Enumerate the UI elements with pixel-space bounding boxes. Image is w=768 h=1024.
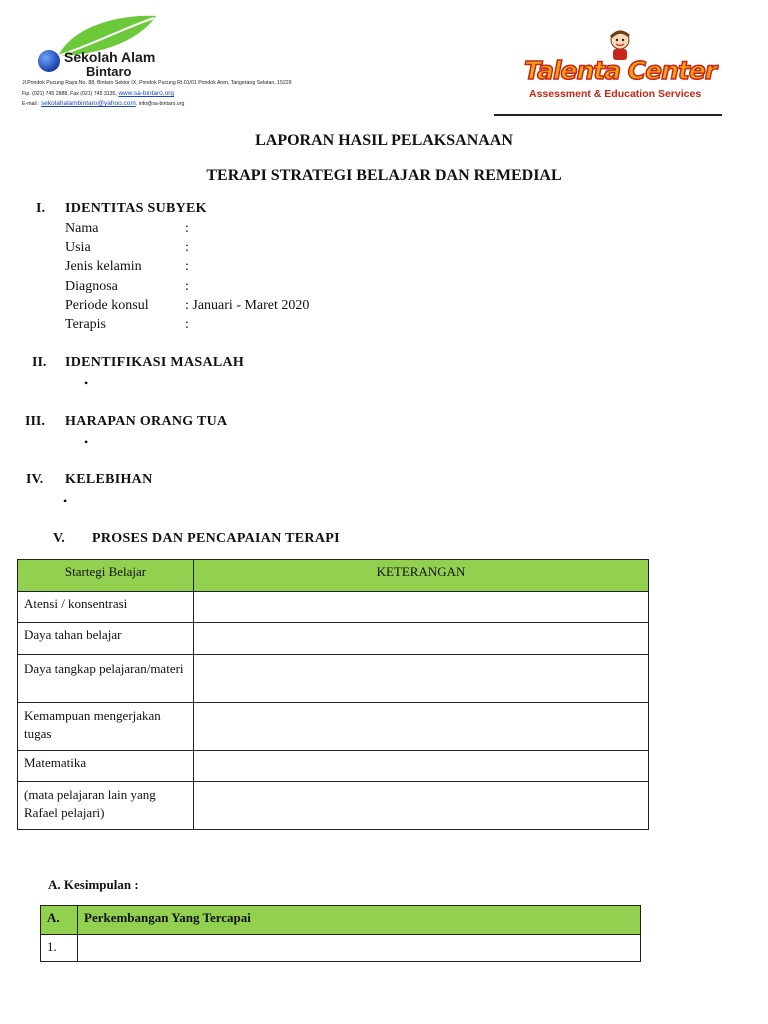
school-name-line2: Bintaro: [86, 64, 132, 79]
table-header-row: [18, 560, 649, 592]
field-value-nama: :: [185, 221, 189, 236]
partner-logo-block: [520, 28, 720, 108]
row-label: Daya tahan belajar: [18, 623, 194, 655]
school-name-line1: Sekolah Alam: [64, 49, 156, 65]
conclusion-table: [40, 905, 641, 962]
bullet-point: •: [84, 435, 89, 449]
row-number: 1.: [41, 935, 78, 962]
achievement-cell[interactable]: [78, 935, 641, 962]
table-row: [18, 655, 649, 703]
school-phone-line: Fip. (021) 745 2888, Fax (021) 745 3135, www.sa-bintaro.org: [22, 90, 174, 97]
table-header-row: [41, 906, 641, 935]
section-4-heading: KELEBIHAN: [65, 472, 153, 487]
website-link[interactable]: www.sa-bintaro.org: [118, 90, 174, 97]
section-4-number: IV.: [26, 472, 44, 487]
header-divider: [494, 114, 722, 116]
keterangan-cell[interactable]: [194, 751, 649, 782]
partner-logo-text: Talenta Center: [524, 56, 717, 85]
section-3-number: III.: [25, 414, 45, 429]
section-1-number: I.: [36, 201, 45, 216]
bullet-point: •: [63, 494, 68, 508]
main-title: LAPORAN HASIL PELAKSANAAN: [255, 132, 513, 149]
field-label-terapis: Terapis: [65, 317, 107, 332]
globe-icon: [38, 50, 60, 72]
sub-title: TERAPI STRATEGI BELAJAR DAN REMEDIAL: [206, 167, 562, 184]
email-link[interactable]: sekolahalambintaro@yahoo.com: [41, 100, 136, 107]
partner-tagline: Assessment & Education Services: [529, 88, 702, 100]
field-value-terapis: :: [185, 317, 189, 332]
conclusion-heading: A. Kesimpulan :: [48, 877, 139, 892]
section-2-heading: IDENTIFIKASI MASALAH: [65, 355, 245, 370]
field-value-usia: :: [185, 240, 189, 255]
row-label: Atensi / konsentrasi: [18, 592, 194, 623]
keterangan-cell[interactable]: [194, 623, 649, 655]
field-label-jenis-kelamin: Jenis kelamin: [65, 259, 142, 274]
table-row: [18, 751, 649, 782]
keterangan-cell[interactable]: [194, 655, 649, 703]
field-value-jenis-kelamin: :: [185, 259, 189, 274]
column-header: A.: [41, 906, 78, 935]
section-5-heading: PROSES DAN PENCAPAIAN TERAPI: [92, 531, 340, 546]
keterangan-cell[interactable]: [194, 782, 649, 830]
column-header: Perkembangan Yang Tercapai: [78, 906, 641, 935]
section-3-heading: HARAPAN ORANG TUA: [65, 414, 228, 429]
row-label: (mata pelajaran lain yang Rafael pelajari): [18, 782, 194, 830]
keterangan-cell[interactable]: [194, 592, 649, 623]
school-email-line: E-mail : sekolahalambintaro@yahoo.com, info@sa-bintaro.org: [22, 100, 185, 107]
strategy-table: [17, 559, 649, 830]
field-label-usia: Usia: [65, 240, 91, 255]
table-row: [41, 935, 641, 962]
column-header: KETERANGAN: [194, 560, 649, 592]
section-5-number: V.: [53, 531, 65, 546]
table-row: [18, 782, 649, 830]
school-logo-block: [18, 10, 318, 110]
school-address: Jl.Pondok Pucung Raya No. 88, Bintaro Sektor IX, Pondok Pucung Rt.01/01 Pondok Aren, Tangerang Selatan, 15229: [22, 80, 292, 86]
section-2-number: II.: [32, 355, 47, 370]
field-label-nama: Nama: [65, 221, 99, 236]
row-label: Kemampuan mengerjakan tugas: [18, 703, 194, 751]
row-label: Matematika: [18, 751, 194, 782]
field-value-diagnosa: :: [185, 279, 189, 294]
row-label: Daya tangkap pelajaran/materi: [18, 655, 194, 703]
table-row: [18, 623, 649, 655]
bullet-point: •: [84, 376, 89, 390]
field-value-periode-konsul: : Januari - Maret 2020: [185, 298, 310, 313]
table-row: [18, 703, 649, 751]
table-row: [18, 592, 649, 623]
field-label-diagnosa: Diagnosa: [65, 279, 118, 294]
column-header: Startegi Belajar: [18, 560, 194, 592]
section-1-heading: IDENTITAS SUBYEK: [65, 201, 207, 216]
field-label-periode-konsul: Periode konsul: [65, 298, 149, 313]
keterangan-cell[interactable]: [194, 703, 649, 751]
